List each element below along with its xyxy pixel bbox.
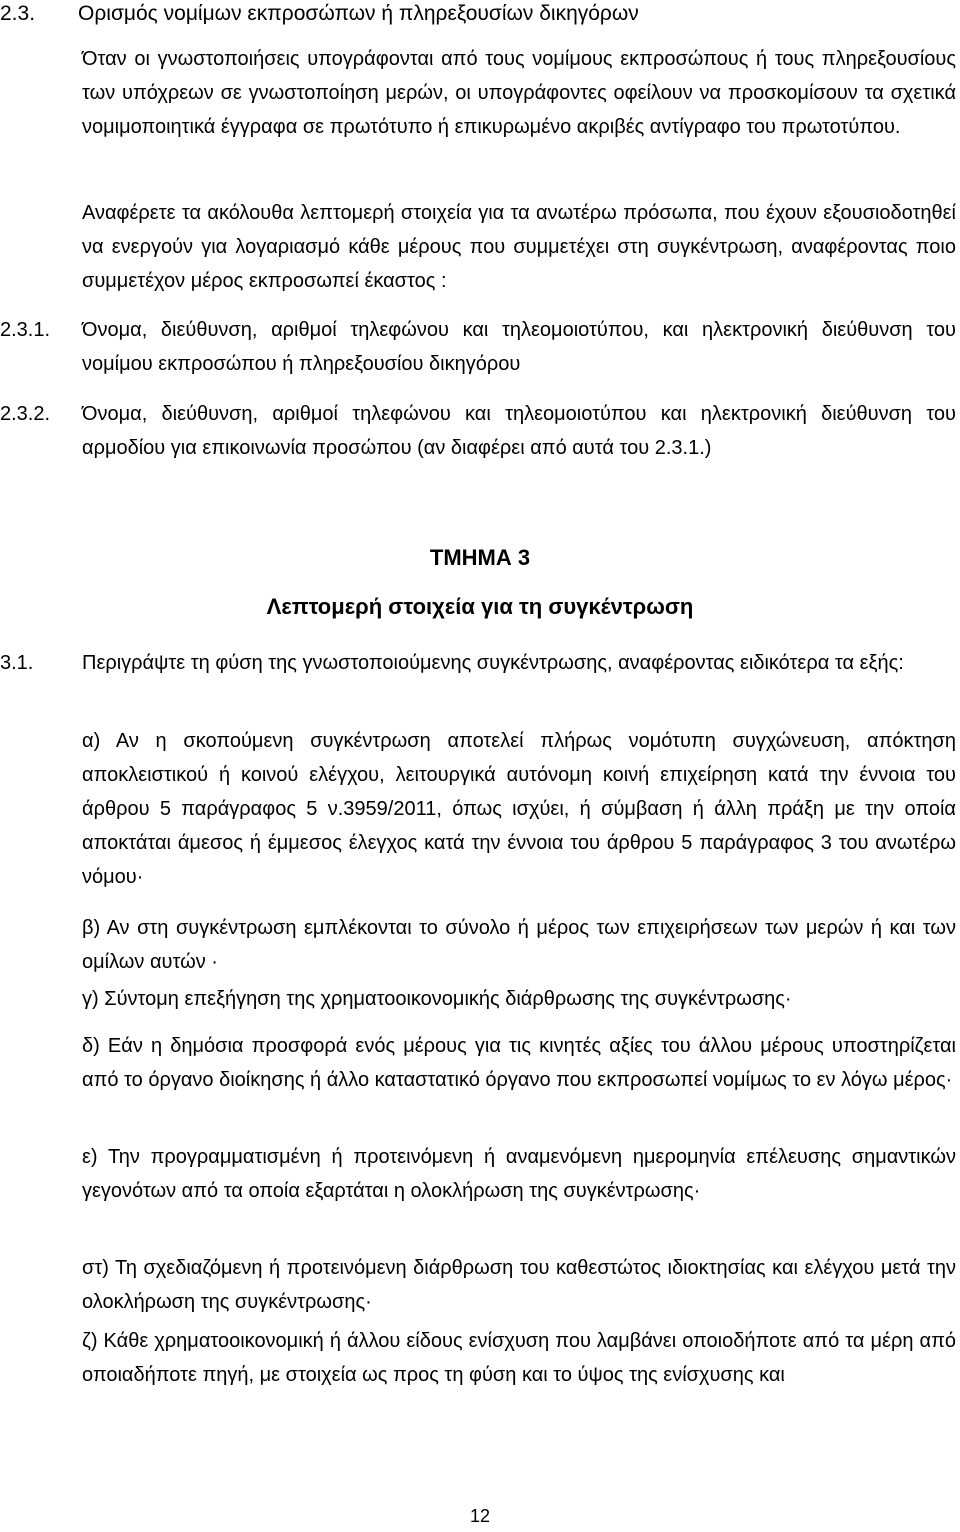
subitem-b: β) Αν στη συγκέντρωση εμπλέκονται το σύνολο ή μέρος των επιχειρήσεων των μερών ή και των ομίλων αυτών ·	[82, 917, 956, 973]
section-number: 2.3.	[0, 2, 36, 25]
item-text: Περιγράψτε τη φύση της γνωστοποιούμενης συγκέντρωσης, αναφέροντας ειδικότερα τα εξής:	[82, 652, 904, 674]
item-text: Όνομα, διεύθυνση, αριθμοί τηλεφώνου και τηλεομοιοτύπου, και ηλεκτρονική διεύθυνση του νομίμου εκπροσώπου ή πληρεξουσίου δικηγόρου	[82, 319, 956, 375]
intro-paragraph-1: Όταν οι γνωστοποιήσεις υπογράφονται από τους νομίμους εκπροσώπους ή τους πληρεξουσίους των υπόχρεων σε γνωστοποίηση μερών, οι υπογράφοντες οφείλουν να προσκομίσουν τα σχετικά νομιμοποιητικά έγγραφα σε πρωτότυπο ή επικυρωμένο ακριβές αντίγραφο του πρωτοτύπου.	[82, 48, 956, 138]
subitem-a: α) Αν η σκοπούμενη συγκέντρωση αποτελεί πλήρως νομότυπη συγχώνευση, απόκτηση αποκλειστικού ή κοινού ελέγχου, λειτουργικά αυτόνομη κοινή επιχείρηση κατά την έννοια του άρθρου 5 παράγραφος 5 ν.3959/2011, όπως ισχύει, ή σύμβαση ή άλλη πράξη με την οποία αποκτάται άμεσος ή έμμεσος έλεγχος κατά την έννοια του άρθρου 5 παράγραφος 3 του ανωτέρω νόμου·	[82, 730, 956, 888]
intro-paragraph-2: Αναφέρετε τα ακόλουθα λεπτομερή στοιχεία για τα ανωτέρω πρόσωπα, που έχουν εξουσιοδοτηθεί να ενεργούν για λογαριασμό κάθε μέρους που συμμετέχει στη συγκέντρωση, αναφέροντας ποιο συμμετέχον μέρος εκπροσωπεί έκαστος :	[82, 202, 956, 292]
item-number: 3.1.	[0, 652, 34, 674]
section-title: Ορισμός νομίμων εκπροσώπων ή πληρεξουσίων δικηγόρων	[78, 2, 639, 25]
item-2-3-2	[0, 397, 960, 502]
item-text: Όνομα, διεύθυνση, αριθμοί τηλεφώνου και τηλεομοιοτύπου και ηλεκτρονική διεύθυνση του αρμοδίου για επικοινωνία προσώπου (αν διαφέρει από αυτά του 2.3.1.)	[82, 403, 956, 459]
page-number: 12	[469, 1506, 491, 1526]
subitem-st: στ) Τη σχεδιαζόμενη ή προτεινόμενη διάρθρωση του καθεστώτος ιδιοκτησίας και ελέγχου μετά την ολοκλήρωση της συγκέντρωσης·	[82, 1257, 956, 1313]
section-heading	[0, 0, 960, 30]
item-number: 2.3.1.	[0, 319, 51, 341]
subitem-e: ε) Την προγραμματισμένη ή προτεινόμενη ή αναμενόμενη ημερομηνία επέλευσης σημαντικών γεγονότων από τα οποία εξαρτάται η ολοκλήρωση της συγκέντρωσης·	[82, 1146, 956, 1202]
item-3-1	[0, 646, 960, 716]
item-number: 2.3.2.	[0, 403, 51, 425]
item-2-3-1	[0, 313, 960, 383]
subitem-c: γ) Σύντομη επεξήγηση της χρηματοοικονομικής διάρθρωσης της συγκέντρωσης·	[82, 988, 792, 1010]
part-title: ΤΜΗΜΑ 3	[429, 545, 531, 570]
part-subtitle: Λεπτομερή στοιχεία για τη συγκέντρωση	[266, 594, 694, 619]
subitem-z: ζ) Κάθε χρηματοοικονομική ή άλλου είδους ενίσχυση που λαμβάνει οποιοδήποτε από τα μέρη από οποιαδήποτε πηγή, με στοιχεία ως προς τη φύση και το ύψος της ενίσχυσης και	[82, 1330, 956, 1386]
subitem-d: δ) Εάν η δημόσια προσφορά ενός μέρους για τις κινητές αξίες του άλλου μέρους υποστηρίζεται από το όργανο διοίκησης ή άλλο καταστατικό όργανο που εκπροσωπεί νομίμως το εν λόγω μέρος·	[82, 1035, 956, 1091]
